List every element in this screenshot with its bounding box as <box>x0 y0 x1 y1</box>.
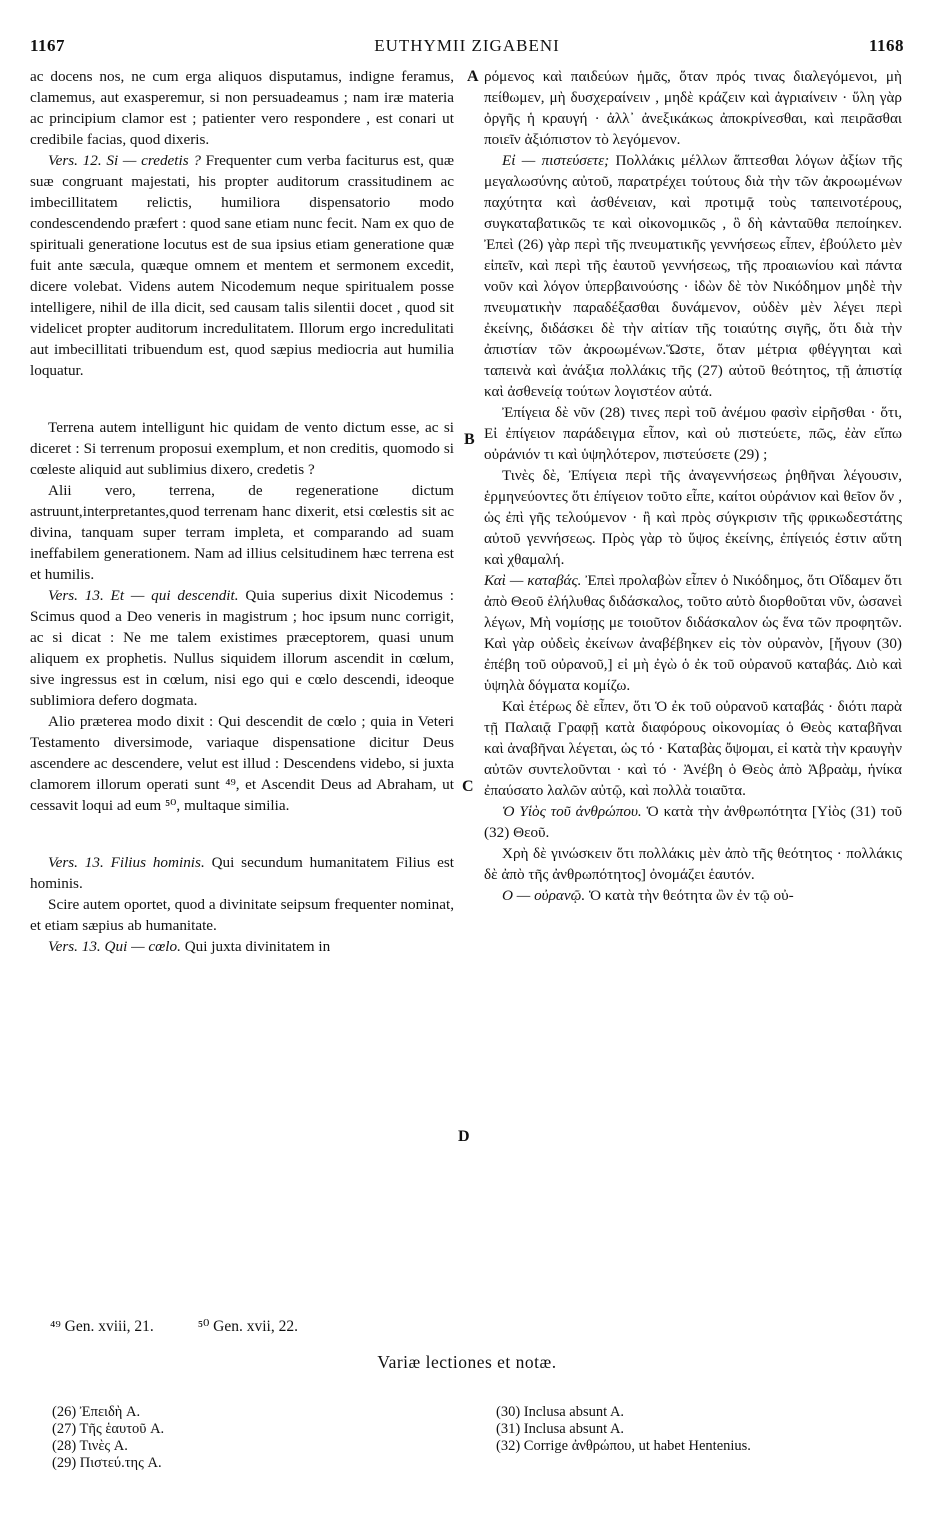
note: (27) Τῆς ἑαυτοῦ A. <box>52 1421 165 1437</box>
note: (31) Inclusa absunt A. <box>496 1421 625 1437</box>
right-page-number: 1168 <box>868 36 904 55</box>
latin-paragraph <box>30 936 454 957</box>
paragraph-text: Qui secundum humanitatem Filius est hominis. <box>30 854 454 892</box>
greek-paragraph <box>484 465 902 570</box>
note: (26) Ἐπειδὴ A. <box>52 1404 141 1420</box>
footnote: ⁴⁹ Gen. xviii, 21. <box>50 1318 154 1335</box>
paragraph-text: ac docens nos, ne cum erga aliquos disputamus, indigne feramus, clamemus, aut exasperemur, si non persuadeamus ; nam iræ materia ac principium clamor est ; patienter vero respondere , est conari ut credibile facias, quod dixeris. <box>30 68 454 148</box>
notes-right <box>496 1404 751 1455</box>
latin-column <box>30 66 454 957</box>
greek-paragraph <box>484 885 902 906</box>
verse-lemma: Εἰ — πιστεύσετε; <box>502 152 610 169</box>
verse-lemma: Vers. 13. Qui — cœlo. <box>48 938 181 955</box>
margin-marker-d: D <box>458 1128 470 1145</box>
greek-paragraph <box>484 696 902 801</box>
running-title: EUTHYMII ZIGABENI <box>374 36 560 55</box>
greek-paragraph <box>484 402 902 465</box>
verse-lemma: Vers. 13. Et — qui descendit. <box>48 587 239 604</box>
greek-paragraph <box>484 570 902 696</box>
greek-paragraph <box>484 66 902 150</box>
paragraph-text: Ὁ κατὰ τὴν ἀνθρωπότητα [Υἱὸς (31) τοῦ (32) Θεοῦ. <box>484 803 903 841</box>
greek-column <box>484 66 902 906</box>
left-page-number: 1167 <box>30 36 66 55</box>
latin-paragraph <box>30 480 454 585</box>
paragraph-text: Ἐπεὶ προλαβὼν εἶπεν ὁ Νικόδημος, ὅτι Οἴδαμεν ὅτι ἀπὸ Θεοῦ ἐλήλυθας διδάσκαλος, τοῦτο αὐτὸ διορθοῦται νῦν, ὡσανεὶ λέγων, Μὴ νομίσῃς με τοιοῦτον διδάσκαλον ὡς ἕνα τῶν προφητῶν. Καὶ γὰρ οὐδεὶς ἐκείνων ἀναβέβηκεν εἰς τὸν οὐρανὸν, [ἤγουν (30) ἐπέβη τοῦ οὐρανοῦ,] εἰ μὴ ἐγὼ ὁ ἐκ τοῦ οὐρανοῦ καταβάς. Διὸ καὶ ὑψηλὰ δόγματα κομίζω. <box>484 572 902 694</box>
paragraph-gap <box>30 381 454 417</box>
greek-paragraph <box>484 801 902 843</box>
greek-paragraph <box>484 150 902 402</box>
note: (32) Corrige ἀνθρώπου, ut habet Hentenius. <box>496 1438 751 1454</box>
paragraph-text: Alio præterea modo dixit : Qui descendit de cœlo ; quia in Veteri Testamento diversimode, variaque dispensatione dicitur Deus ascendere ac descendere, velut est illud : Descendens videbo, si juxta clamorem illorum operati sunt ⁴⁹, et Ascendit Deus ad Abraham, ut cessavit loqui ad eum ⁵⁰, multaque similia. <box>30 713 454 814</box>
greek-paragraph <box>484 843 902 885</box>
verse-lemma: Ὁ Υἱὸς τοῦ ἀνθρώπου. <box>502 803 642 820</box>
latin-paragraph <box>30 417 454 480</box>
footnotes <box>50 1317 338 1336</box>
margin-marker-b: B <box>464 431 475 448</box>
latin-paragraph <box>30 711 454 816</box>
latin-paragraph <box>30 150 454 381</box>
paragraph-text: Ὁ κατὰ τὴν θεότητα ὢν ἐν τῷ οὐ- <box>585 887 794 904</box>
verse-lemma: Ο — οὐρανῷ. <box>502 887 586 904</box>
paragraph-text: Alii vero, terrena, de regeneratione dictum astruunt,interpretantes,quod terrenam hanc dixerit, etsi cœlestis sit ac divina, tanquam super terram impleta, et comparando ad suam ineffabilem generationem. Nam ad illius celsitudinem hæc terrena est et humilis. <box>30 482 454 583</box>
latin-paragraph <box>30 585 454 711</box>
latin-paragraph <box>30 852 454 894</box>
paragraph-gap <box>30 816 454 852</box>
latin-paragraph <box>30 66 454 150</box>
paragraph-text: Καὶ ἑτέρως δὲ εἶπεν, ὅτι Ὁ ἐκ τοῦ οὐρανοῦ καταβάς · διότι παρὰ τῇ Παλαιᾷ Γραφῇ κατὰ διαφόρους οἰκονομίας ὁ Θεὸς καταβῆναι καὶ ἀναβῆναι λέγεται, ὡς τό · Καταβὰς ὄψομαι, εἰ κατὰ τὴν κραυγὴν αὐτῶν συντελοῦνται · καὶ τό · Ἀνέβη ὁ Θεὸς ἀπὸ Ἀβραὰμ, ἡνίκα ἐπαύσατο λαλῶν αὐτῷ, καὶ πολλὰ τοιαῦτα. <box>484 698 902 799</box>
notes-left <box>52 1404 164 1472</box>
paragraph-text: Terrena autem intelligunt hic quidam de vento dictum esse, ac si diceret : Si terrenum proposui exemplum, et non creditis, quomodo si cœleste aliquid aut sublimius dixero, credetis ? <box>30 419 454 478</box>
paragraph-text: Scire autem oportet, quod a divinitate seipsum frequenter nominat, et etiam sæpius ab humanitate. <box>30 896 454 934</box>
paragraph-text: Τινὲς δὲ, Ἐπίγεια περὶ τῆς ἀναγεννήσεως ῥηθῆναι λέγουσιν, ἑρμηνεύοντες ὅτι ἐπίγειον τοῦτο εἶπε, καίτοι οὐράνιον καὶ θεῖον ὄν , ὡς ἐπὶ γῆς τελούμενον · ἢ καὶ πρὸς σύγκρισιν τῆς φρικωδεστάτης αὐτοῦ γεννήσεως. Πρὸς γὰρ τὸ ὕψος ἐκείνης, ἐπίγειός ἐστιν αὕτη καὶ χθαμαλή. <box>484 467 902 568</box>
paragraph-text: Πολλάκις μέλλων ἅπτεσθαι λόγων ἀξίων τῆς μεγαλωσύνης αὐτοῦ, παρατρέχει τούτους διὰ τὴν τῶν ἀκροωμένων παχύτητα καὶ ἀσθένειαν, καὶ προτιμᾷ τοὺς ταπεινοτέρους, συγκαταβατικῶς τε καὶ οἰκονομικῶς , ὃ δὴ κἀνταῦθα πεποίηκεν. Ἐπεὶ (26) γὰρ περὶ τῆς πνευματικῆς γεννήσεως εἶπεν, ἐβούλετο μὲν εἰπεῖν, καὶ περὶ τῆς ἑαυτοῦ γεννήσεως, τῆς προαιωνίου καὶ πάντα νοῦν καὶ λόγον ὑπερβαινούσης · ἰδὼν δὲ τὸν Νικόδημον μηδὲ τὴν πνευματικὴν παραδέξασθαι δυνάμενον, οὐδὲν μὲν λέγει περὶ ἐκείνης, διδάσκει δὲ τὴν αἰτίαν τῆς τοιαύτης σιγῆς, ὅτι διὰ τὴν ἀπιστίαν τῶν ἀκροωμένων.Ὥστε, ὅταν μέτρια φθέγγηται καὶ ταπεινὰ καὶ ἀνάξια πολλάκις τῆς (27) αὐτοῦ θεότητος, τῇ ἀπιστίᾳ καὶ ἀσθενείᾳ τούτων λογιστέον αὐτά. <box>484 152 902 400</box>
notes-title: Variæ lectiones et notæ. <box>377 1352 557 1372</box>
note: (28) Τινὲς A. <box>52 1438 128 1454</box>
paragraph-text: Ἐπίγεια δὲ νῦν (28) τινες περὶ τοῦ ἀνέμου φασὶν εἰρῆσθαι · ὅτι, Εἰ ἐπίγειον παράδειγμα εἶπον, καὶ οὐ πιστεύετε, πῶς, ἐὰν εἴπω οὐράνιόν τι καὶ ὑψηλότερον, πιστεύσετε (29) ; <box>484 404 902 463</box>
verse-lemma: Vers. 13. Filius hominis. <box>48 854 205 871</box>
margin-marker-a: A <box>467 68 479 85</box>
paragraph-text: Quia superius dixit Nicodemus : Scimus quod a Deo veneris in magistrum ; hoc ipsum nunc corrigit, ac si dicat : Ne me talem existimes præceptorem, quasi unum aliquem ex prophetis. Nullus siquidem illorum ascendit in cœlum, sive ingressus est in cœlum, nisi ego qui e cœlo descendi, ideoque sublimiora defero dogmata. <box>30 587 454 709</box>
paragraph-text: Frequenter cum verba faciturus est, quæ suæ congruant majestati, his propter auditorum crassitudinem ac imbecillitatem relictis, humiliora dispensatorio modo condescendendo præfert : quod sane etiam nunc fecit. Nam ex quo de spirituali generatione locutus est de sua ipsius etiam generatione quæ fuit ante sæcula, quæque omnem et mentem et sermonem excedit, dicere volebat. Videns autem Nicodemum neque spiritualem posse intelligere, nihil de illa dicit, sed causam talis silentii docet , quod sit videlicet propter auditorum incredulitatem. Illorum ergo incredulitati aut imbecillitati tribuendum est, quod sæpius mediocria aut humilia loquatur. <box>30 152 455 379</box>
verse-lemma: Καὶ — καταβάς. <box>484 572 582 589</box>
note: (29) Πιστεύ.της A. <box>52 1455 162 1471</box>
note: (30) Inclusa absunt A. <box>496 1404 625 1420</box>
footnote: ⁵⁰ Gen. xvii, 22. <box>197 1318 298 1335</box>
verse-lemma: Vers. 12. Si — credetis ? <box>48 152 201 169</box>
margin-marker-c: C <box>462 778 474 795</box>
paragraph-text: Qui juxta divinitatem in <box>180 938 331 955</box>
latin-paragraph <box>30 894 454 936</box>
paragraph-text: ρόμενος καὶ παιδεύων ἡμᾶς, ὅταν πρός τινας διαλεγόμενοι, μὴ πείθωμεν, μὴ δυσχεραίνειν , μηδὲ κράζειν καὶ ἀγριαίνειν · ὕλη γὰρ ὀργῆς ἡ κραυγή · ἀλλ᾽ ἀνεξικάκως ἀποκρίνεσθαι, καὶ πειρᾶσθαι ποιεῖν ἀξιόπιστον τὸ λεγόμενον. <box>484 68 902 148</box>
paragraph-text: Χρὴ δὲ γινώσκειν ὅτι πολλάκις μὲν ἀπὸ τῆς θεότητος · πολλάκις δὲ ἀπὸ τῆς ἀνθρωπότητος] ὀνομάζει ἑαυτόν. <box>484 845 902 883</box>
